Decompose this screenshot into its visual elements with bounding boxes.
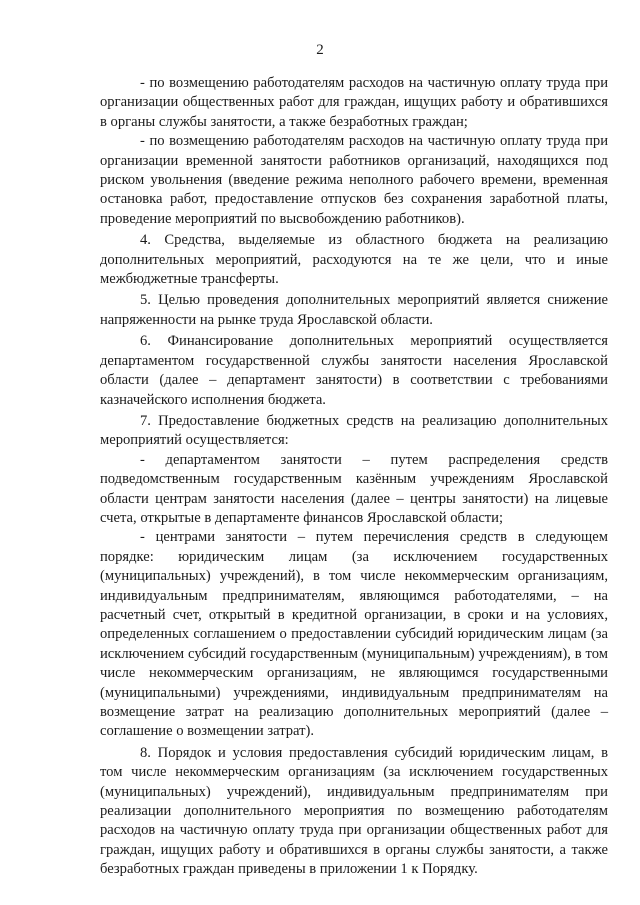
- paragraph-6-financing: 6. Финансирование дополнительных мероприятий осуществляется департаментом государственной службы занятости населения Ярославской области (далее – департамент занятости) в соответствии с требованиями казначейского исполнения бюджета.: [100, 333, 608, 408]
- paragraph-7-provision: 7. Предоставление бюджетных средств на реализацию дополнительных мероприятий осуществляется:: [100, 412, 608, 449]
- paragraph-7-employment-centers: - центрами занятости – путем перечисления средств в следующем порядке: юридическим лицам (за исключением государственных (муниципальных) учреждений), в том числе некоммерческим организациям, индивидуальным предпринимателям, являющимся работодателями, – на расчетный счет, открытый в кредитной организации, в сроки и на условиях, определенных соглашением о предоставлении субсидий юридическим лицам (за исключением субсидий государственным (муниципальным) учреждениям), в том числе некоммерческим организациям, не являющимся государственными (муниципальными) учреждениями, индивидуальным предпринимателям на возмещение затрат на реализацию дополнительных мероприятий (далее – соглашение о возмещении затрат).: [100, 529, 608, 740]
- paragraph-4-funds-usage: 4. Средства, выделяемые из областного бюджета на реализацию дополнительных мероприятий, расходуются на те же цели, что и иные межбюджетные трансферты.: [100, 232, 608, 288]
- paragraph-7-department: - департаментом занятости – путем распределения средств подведомственным государственным казённым учреждениям Ярославской области центрам занятости населения (далее – центры занятости) на лицевые счета, открытые в департаменте финансов Ярославской области;: [100, 451, 608, 526]
- page-number: 2: [316, 42, 324, 58]
- paragraph-5-goal: 5. Целью проведения дополнительных мероприятий является снижение напряженности на рынке труда Ярославской области.: [100, 292, 608, 328]
- paragraph-8-procedure: 8. Порядок и условия предоставления субсидий юридическим лицам, в том числе некоммерческим организациям (за исключением государственных (муниципальных) учреждений), индивидуальным предпринимателям при реализации дополнительного мероприятия по возмещению работодателям расходов на частичную оплату труда при организации общественных работ для граждан, ищущих работу и обратившихся в органы службы занятости, а также безработных граждан приведены в приложении 1 к Порядку.: [100, 744, 608, 878]
- paragraph-public-works-compensation: - по возмещению работодателям расходов на частичную оплату труда при организации общественных работ для граждан, ищущих работу и обратившихся в органы службы занятости, а также безработных граждан;: [100, 75, 608, 130]
- paragraph-temporary-employment-compensation: - по возмещению работодателям расходов на частичную оплату труда при организации временной занятости работников организаций, находящихся под риском увольнения (введение режима неполного рабочего времени, временная остановка работ, предоставление отпусков без сохранения заработной платы, проведение мероприятий по высвобождению работников).: [100, 133, 608, 227]
- document-body: [100, 74, 608, 880]
